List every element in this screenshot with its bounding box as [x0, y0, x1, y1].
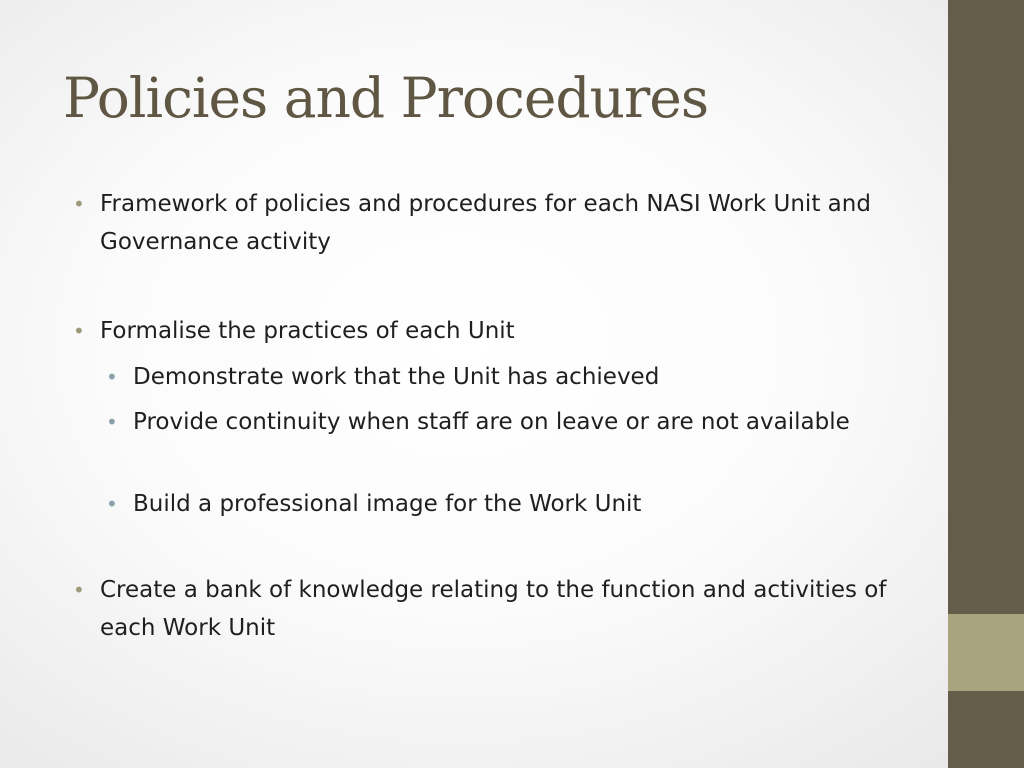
bullet-dot: • [73, 578, 85, 602]
bullet-dot: • [73, 192, 85, 216]
bullet-dot: • [106, 410, 118, 434]
bullet-text: Create a bank of knowledge relating to the function and activities of each Work Unit [100, 577, 887, 641]
bullet-item [73, 571, 890, 647]
bullet-dot: • [106, 492, 118, 516]
bullet-text: Formalise the practices of each Unit [100, 318, 515, 344]
bullet-dot: • [106, 365, 118, 389]
bullet-text: Demonstrate work that the Unit has achieved [133, 364, 660, 390]
sub-bullet-item [106, 403, 873, 441]
slide-title: Policies and Procedures [63, 66, 709, 130]
bullet-text: Build a professional image for the Work Unit [133, 491, 642, 517]
bullet-item [73, 185, 890, 261]
bullet-text: Provide continuity when staff are on leave or are not available [133, 409, 850, 435]
sub-bullet-item [106, 358, 873, 396]
side-decor-accent [948, 614, 1024, 691]
bullet-item [73, 312, 890, 350]
sub-bullet-item [106, 485, 873, 523]
bullet-dot: • [73, 319, 85, 343]
bullet-text: Framework of policies and procedures for each NASI Work Unit and Governance activity [100, 191, 871, 255]
